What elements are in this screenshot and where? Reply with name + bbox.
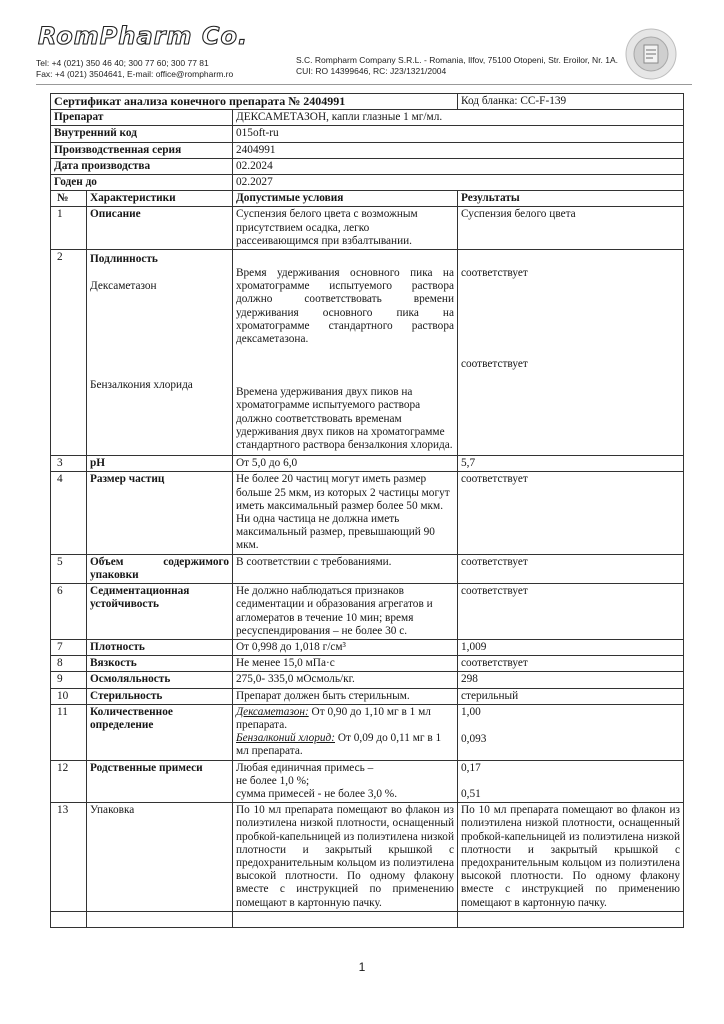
characteristic-name: Стерильность <box>87 688 233 704</box>
contact-info <box>36 58 233 80</box>
info-value: 02.2027 <box>233 175 684 191</box>
row-number: 4 <box>51 472 87 554</box>
result-value: соответствует <box>458 472 684 554</box>
allowed-conditions <box>233 250 458 456</box>
row-number: 10 <box>51 688 87 704</box>
info-row <box>51 158 684 174</box>
assay-text: От 0,90 до 1,10 мг в 1 мл препарата. <box>236 705 431 731</box>
info-value: ДЕКСАМЕТАЗОН, капли глазные 1 мг/мл. <box>233 110 684 126</box>
info-row <box>51 110 684 126</box>
header-divider <box>36 84 692 85</box>
empty-cell <box>458 911 684 927</box>
characteristic-name: Описание <box>87 207 233 250</box>
result-value: 298 <box>458 672 684 688</box>
table-row <box>51 656 684 672</box>
result-value <box>458 760 684 803</box>
assay-label: Бензалконий хлорид: <box>236 732 335 745</box>
table-row <box>51 760 684 803</box>
table-row <box>51 672 684 688</box>
characteristic-name: Вязкость <box>87 656 233 672</box>
row-number: 1 <box>51 207 87 250</box>
certificate-title: Сертификат анализа конечного препарата № 2404991 <box>51 94 458 110</box>
result-value <box>458 250 684 456</box>
info-label: Препарат <box>51 110 233 126</box>
allowed-conditions: От 0,998 до 1,018 г/см³ <box>233 639 458 655</box>
empty-row <box>51 911 684 927</box>
certificate-table <box>50 93 684 928</box>
table-row <box>51 472 684 554</box>
row-number: 9 <box>51 672 87 688</box>
allowed-conditions: Не более 20 частиц могут иметь размер больше 25 мкм, из которых 2 частицы могут иметь максимальный размер более 50 мкм. Ни одна частица не должна иметь максимальный размер, превышающий 90 мкм. <box>233 472 458 554</box>
empty-cell <box>87 911 233 927</box>
allowed-conditions: Препарат должен быть стерильным. <box>233 688 458 704</box>
characteristic-name: Родственные примеси <box>87 760 233 803</box>
table-row <box>51 554 684 583</box>
allowed-text: не более 1,0 %; <box>236 774 310 787</box>
characteristic-name: pH <box>87 456 233 472</box>
row-number: 8 <box>51 656 87 672</box>
result-text: 1,00 <box>461 705 481 718</box>
column-header-allowed: Допустимые условия <box>233 191 458 207</box>
empty-cell <box>51 911 87 927</box>
info-value: 015oft-ru <box>233 126 684 142</box>
table-row <box>51 639 684 655</box>
result-text: соответствует <box>461 267 528 280</box>
info-value: 02.2024 <box>233 158 684 174</box>
table-row <box>51 688 684 704</box>
result-value: 5,7 <box>458 456 684 472</box>
result-text: 0,093 <box>461 732 487 745</box>
table-row <box>51 584 684 640</box>
column-header-row <box>51 191 684 207</box>
info-row <box>51 175 684 191</box>
allowed-conditions: Не менее 15,0 мПа·с <box>233 656 458 672</box>
characteristic-name: Плотность <box>87 639 233 655</box>
allowed-conditions: Суспензия белого цвета с возможным присутствием осадка, легко рассеивающимся при взбалтывании. <box>233 207 458 250</box>
assay-dexamethasone <box>236 706 454 732</box>
info-row <box>51 126 684 142</box>
allowed-text: Времена удерживания двух пиков на хроматограмме испытуемого раствора должно соответствовать временам удерживания двух пиков на хроматограмме стандартного раствора бензалкония хлорида. <box>236 386 453 452</box>
allowed-conditions: По 10 мл препарата помещают во флакон из полиэтилена низкой плотности, оснащенный пробкой-капельницей из полиэтилена низкой плотности и закрытый крышкой с предохранительным кольцом из полиэтилена высокой плотности. По одному флакону вместе с инструкцией по применению помещают в картонную пачку. <box>233 803 458 912</box>
characteristic-name: Седиментационная устойчивость <box>87 584 233 640</box>
characteristic-name: Количественное определение <box>87 704 233 760</box>
allowed-conditions: От 5,0 до 6,0 <box>233 456 458 472</box>
letterhead <box>0 0 724 88</box>
column-header-results: Результаты <box>458 191 684 207</box>
company-info <box>296 55 618 77</box>
table-row <box>51 704 684 760</box>
characteristic-name: Осмоляльность <box>87 672 233 688</box>
characteristic-title: Подлинность <box>90 253 158 266</box>
row-number: 11 <box>51 704 87 760</box>
allowed-text: Любая единичная примесь – <box>236 761 374 774</box>
result-value: Суспензия белого цвета <box>458 207 684 250</box>
info-label: Внутренний код <box>51 126 233 142</box>
table-row <box>51 803 684 912</box>
allowed-text: Время удерживания основного пика на хроматограмме испытуемого раствора должно соответствовать времени удерживания основного пика на хроматограмме стандартного раствора дексаметазона. <box>236 267 454 346</box>
characteristic-name <box>87 250 233 456</box>
fax-line: Fax: +4 (021) 3504641, E-mail: office@rompharm.ro <box>36 69 234 79</box>
assay-benzalkonium <box>236 732 454 758</box>
phone-line: Tel: +4 (021) 350 46 40; 300 77 60; 300 77 81 <box>36 58 209 68</box>
result-text: соответствует <box>461 358 528 371</box>
characteristic-name: Упаковка <box>87 803 233 912</box>
info-value: 2404991 <box>233 142 684 158</box>
row-number: 12 <box>51 760 87 803</box>
assay-text: От 0,09 до 0,11 мг в 1 мл препарата. <box>236 732 442 758</box>
sub-characteristic: Бензалкония хлорида <box>90 379 193 392</box>
info-label: Годен до <box>51 175 233 191</box>
result-value: стерильный <box>458 688 684 704</box>
table-row <box>51 250 684 456</box>
row-number: 2 <box>51 250 87 456</box>
result-text: 0,17 <box>461 761 481 774</box>
form-code: Код бланка: CC-F-139 <box>458 94 684 110</box>
company-seal-icon <box>625 28 677 80</box>
result-value <box>458 704 684 760</box>
allowed-conditions: Не должно наблюдаться признаков седиментации и образования агрегатов и агломератов в течение 10 мин; время ресуспендирования – не более 30 с. <box>233 584 458 640</box>
company-registration: CUI: RO 14399646, RC: J23/1321/2004 <box>296 66 447 76</box>
column-header-no: № <box>51 191 87 207</box>
title-row <box>51 94 684 110</box>
table-row <box>51 456 684 472</box>
sub-characteristic: Дексаметазон <box>90 280 157 293</box>
result-value: соответствует <box>458 554 684 583</box>
row-number: 5 <box>51 554 87 583</box>
allowed-conditions: В соответствии с требованиями. <box>233 554 458 583</box>
info-row <box>51 142 684 158</box>
allowed-conditions <box>233 760 458 803</box>
characteristic-name: Размер частиц <box>87 472 233 554</box>
info-label: Дата производства <box>51 158 233 174</box>
allowed-conditions <box>233 704 458 760</box>
result-value: По 10 мл препарата помещают во флакон из полиэтилена низкой плотности, оснащенный пробкой-капельницей из полиэтилена низкой плотности и закрытый крышкой с предохранительным кольцом из полиэтилена высокой плотности. По одному флакону вместе с инструкцией по применению помещают в картонную пачку. <box>458 803 684 912</box>
allowed-text: сумма примесей - не более 3,0 %. <box>236 787 398 800</box>
row-number: 6 <box>51 584 87 640</box>
result-value: 1,009 <box>458 639 684 655</box>
result-value: соответствует <box>458 584 684 640</box>
page-number: 1 <box>358 960 366 974</box>
row-number: 13 <box>51 803 87 912</box>
characteristic-name: Объем содержимого упаковки <box>87 554 233 583</box>
table-row <box>51 207 684 250</box>
row-number: 7 <box>51 639 87 655</box>
column-header-characteristic: Характеристики <box>87 191 233 207</box>
result-value: соответствует <box>458 656 684 672</box>
info-label: Производственная серия <box>51 142 233 158</box>
assay-label: Дексаметазон: <box>236 705 309 718</box>
row-number: 3 <box>51 456 87 472</box>
allowed-conditions: 275,0- 335,0 мОсмоль/кг. <box>233 672 458 688</box>
empty-cell <box>233 911 458 927</box>
company-address: S.C. Rompharm Company S.R.L. - Romania, Ilfov, 75100 Otopeni, Str. Eroilor, Nr. 1A. <box>296 55 619 65</box>
company-logo: RomPharm Co. <box>38 22 249 50</box>
result-text: 0,51 <box>461 787 481 800</box>
